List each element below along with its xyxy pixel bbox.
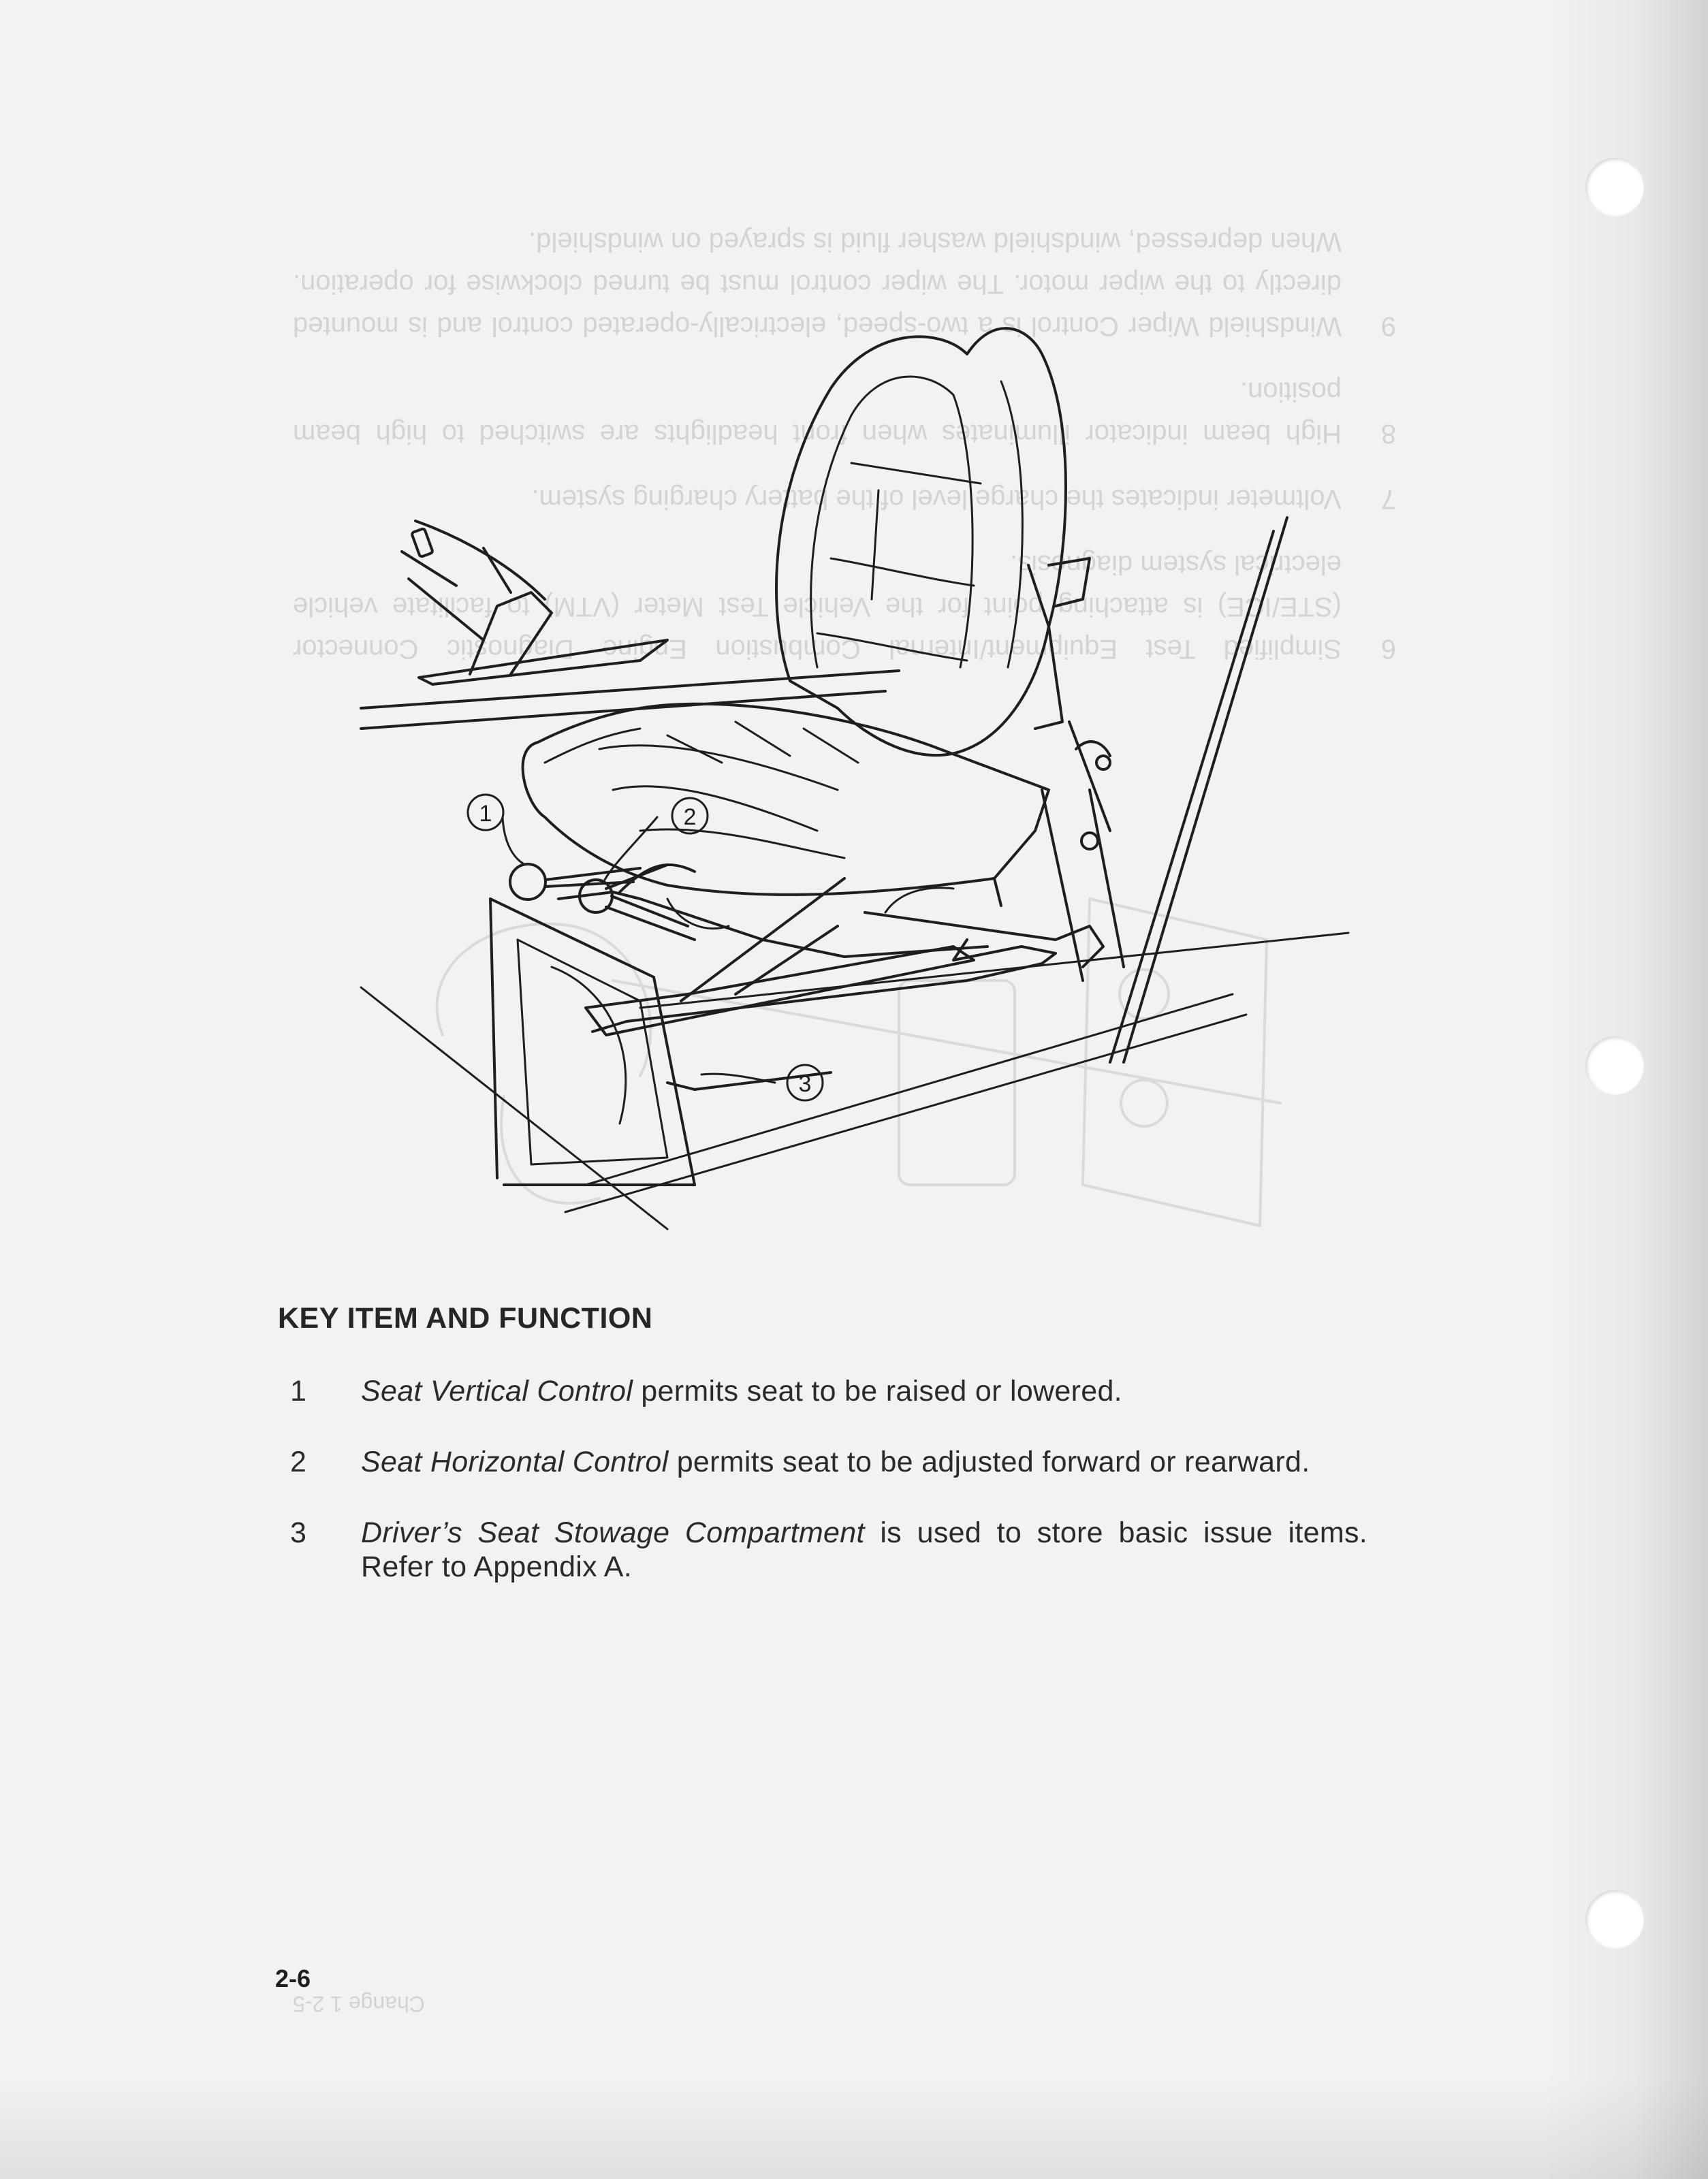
key-item-description: permits seat to be adjusted forward or rearward.: [668, 1446, 1310, 1478]
key-item-text: [361, 1374, 1367, 1408]
key-item-description: is used to store basic issue items. Refer to Appendix A.: [361, 1516, 1367, 1583]
callout-label: 3: [798, 1071, 812, 1097]
page-number: 2-6: [275, 1965, 311, 1992]
bleed-paragraph: 8 High beam indicator illuminates when front headlights are switched to high beam position.: [293, 377, 1396, 449]
drivers-seat-illustration: [286, 313, 1376, 1253]
key-item: [278, 1516, 1367, 1584]
key-item: [278, 1374, 1367, 1408]
key-item-term: Seat Vertical Control: [361, 1375, 633, 1407]
key-item-number: 3: [290, 1516, 306, 1549]
key-item-text: [361, 1445, 1367, 1479]
bleed-paragraph: 6 Simplified Test Equipment/Internal Combustion Engine Diagnostic Connector (STE/ICE) is attaching point for the Vehicle Test Meter (VTM) to facilitate vehicle electrical system diagnosis.: [293, 550, 1396, 664]
callout-3: [787, 1065, 823, 1100]
binder-hole-top: [1585, 158, 1644, 217]
key-item-term: Seat Horizontal Control: [361, 1446, 669, 1478]
key-item-number: 1: [290, 1375, 306, 1407]
leader-line-1: [503, 817, 523, 863]
reverse-side-bleed-drawing: [437, 899, 1280, 1226]
callout-2: [672, 798, 708, 833]
seat-horizontal-control-handle: [580, 865, 695, 940]
key-item-text: [361, 1516, 1367, 1584]
seat-base-frame: [558, 790, 1124, 1035]
binder-hole-bottom: [1585, 1890, 1644, 1949]
binder-hole-middle: [1585, 1036, 1644, 1095]
key-heading: KEY ITEM AND FUNCTION: [278, 1302, 653, 1335]
seat-stowage-compartment: [490, 899, 1348, 1185]
seat-cushion: [523, 704, 1049, 929]
key-item-list: [278, 1374, 1367, 1621]
callout-label: 2: [683, 804, 697, 830]
callout-label: 1: [479, 801, 492, 827]
key-item: [278, 1445, 1367, 1479]
cab-pillar: [1110, 531, 1274, 1062]
key-item-description: permits seat to be raised or lowered.: [633, 1375, 1122, 1407]
scan-bottom-shadow: [0, 2077, 1708, 2179]
callout-1: [468, 795, 503, 830]
seat-back: [776, 328, 1110, 849]
bleed-paragraph: 7 Voltmeter indicates the charge level of the battery charging system.: [531, 484, 1396, 514]
key-item-term: Driver’s Seat Stowage Compartment: [361, 1516, 865, 1549]
bleed-paragraph: 9 Windshield Wiper Control is a two-speed, electrically-operated control and is mounted directly to the wiper motor. The wiper control must be turned clockwise for operation. When depressed, windshield washer fluid is sprayed on windshield.: [293, 227, 1396, 341]
reverse-side-bleed-footer: Change 1 2-5: [293, 1992, 425, 2016]
key-item-number: 2: [290, 1446, 306, 1478]
cab-pillar: [1124, 518, 1287, 1062]
leader-line-3: [701, 1074, 775, 1083]
